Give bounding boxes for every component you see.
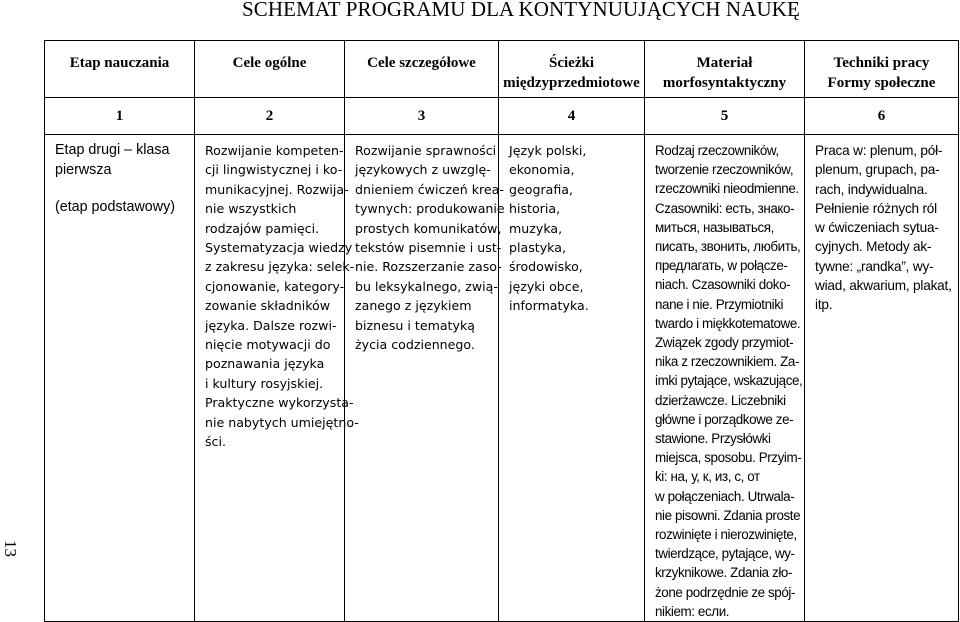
text-line: Etap nauczania — [69, 55, 170, 71]
sciezki-text — [499, 135, 644, 316]
text-line: nie. Rozszerzanie zaso- — [355, 259, 502, 275]
text-line: z zakresu języka: selek- — [205, 259, 355, 275]
text-line: Rozwijanie kompeten- — [205, 143, 344, 158]
text-line: języki obce, — [509, 278, 584, 294]
text-line: krzyknikowe. Zdania zło- — [655, 565, 793, 581]
header-sciezki — [499, 41, 645, 98]
page-number: 13 — [1, 540, 20, 557]
text-line: w połączeniach. Utrwala- — [655, 488, 795, 504]
text-line: imki pytające, wskazujące, — [655, 373, 803, 389]
text-line: nie wszystkich — [205, 201, 297, 217]
text-line: tekstów pisemnie i ust- — [355, 240, 502, 256]
column-number: 3 — [345, 98, 499, 135]
text-line: nięcie motywacji do — [205, 337, 331, 353]
header-etap-nauczania — [45, 41, 195, 98]
text-line: twierdzące, pytające, wy- — [655, 546, 795, 562]
text-line: biznesu i tematyką — [355, 317, 475, 333]
text-line: Związek zgody przymiot- — [655, 335, 794, 351]
content-row — [45, 135, 959, 622]
text-line: dnieniem ćwiczeń krea- — [355, 181, 504, 197]
column-number: 4 — [499, 98, 645, 135]
text-line: stawione. Przysłówki — [655, 431, 771, 447]
text-line: muzyka, — [509, 220, 563, 236]
text-line: twardo i miękkotematowe. — [655, 315, 801, 331]
text-line: Rodzaj rzeczowników, — [655, 143, 779, 158]
text-line: rach, indywidualna. — [815, 181, 928, 197]
text-line: życia codziennego. — [355, 337, 475, 353]
text-line: ki: на, у, к, из, с, от — [655, 469, 760, 485]
text-line: Techniki pracy — [833, 55, 930, 71]
text-line: Rozwijanie sprawności — [355, 143, 497, 158]
cele-szczegolowe-text — [345, 135, 505, 354]
text-line: prostych komunikatów, — [355, 220, 502, 236]
text-line: tywne: „randka”, wy- — [815, 258, 934, 274]
text-line: cjonowanie, kategory- — [205, 278, 345, 294]
text-line: plenum, grupach, pa- — [815, 162, 940, 178]
column-number: 6 — [805, 98, 959, 135]
cell-sciezki — [499, 135, 645, 622]
text-line: językowych z uwzglę- — [355, 162, 491, 178]
text-line: geografia, — [509, 181, 573, 197]
cell-cele-szczegolowe — [345, 135, 505, 622]
text-line: предлагать, w połącze- — [655, 258, 788, 274]
text-line: ekonomia, — [509, 162, 575, 178]
text-line: międzyprzedmiotowe — [503, 75, 640, 91]
text-line: Materiał — [696, 55, 753, 71]
text-line: cji lingwistycznej i ko- — [205, 162, 343, 178]
header-row — [45, 41, 959, 98]
text-line: Cele ogólne — [232, 55, 307, 71]
text-line: nie nabytych umiejętno- — [205, 414, 359, 430]
column-number: 2 — [195, 98, 345, 135]
techniki-text — [805, 135, 958, 315]
text-line: poznawania języka — [205, 356, 325, 372]
page-title: SCHEMAT PROGRAMU DLA KONTYNUUJĄCYCH NAUKĘ — [242, 0, 800, 21]
column-number: 5 — [645, 98, 805, 135]
text-line: pierwsza — [55, 161, 112, 178]
text-line: żone podrzędnie ze spój- — [655, 584, 796, 600]
material-text — [645, 135, 804, 621]
cell-etap — [45, 135, 195, 622]
text-line: Czasowniki: есть, знако- — [655, 200, 795, 216]
text-line: informatyka. — [509, 298, 589, 314]
text-line: morfosyntaktyczny — [662, 75, 787, 91]
text-line: cyjnych. Metody ak- — [815, 239, 932, 255]
text-line: rzeczowniki nieodmienne. — [655, 181, 799, 197]
text-line: (etap podstawowy) — [55, 199, 175, 215]
program-schema-table — [44, 40, 959, 622]
text-line: itp. — [815, 297, 833, 313]
text-line: zanego z językiem — [355, 298, 472, 314]
text-line: tywnych: produkowanie — [355, 201, 505, 217]
text-line: i kultury rosyjskiej. — [205, 375, 324, 391]
text-line: ści. — [205, 434, 226, 450]
text-line: historia, — [509, 201, 561, 217]
text-line: nikiem: если. — [655, 603, 730, 619]
text-line: писать, звонить, любить, — [655, 239, 801, 255]
text-line: dzierżawcze. Liczebniki — [655, 392, 786, 408]
text-line: języka. Dalsze rozwi- — [205, 317, 337, 333]
header-cele-ogolne — [195, 41, 345, 98]
text-line: środowisko, — [509, 259, 583, 275]
text-line: bu leksykalnego, zwią- — [355, 278, 498, 294]
cele-ogolne-text — [195, 135, 359, 452]
etap-text — [45, 135, 194, 218]
text-line: nika z rzeczownikiem. Za- — [655, 354, 800, 370]
text-line: wiad, akwarium, plakat, — [815, 278, 952, 294]
cell-cele-ogolne — [195, 135, 359, 622]
text-line: Etap drugi – klasa — [55, 142, 170, 158]
column-number: 1 — [45, 98, 195, 135]
text-line: główne i porządkowe ze- — [655, 411, 794, 427]
text-line: миться, называться, — [655, 219, 774, 235]
cell-material — [645, 135, 805, 622]
text-line: Cele szczegółowe — [367, 55, 476, 71]
text-line: w ćwiczeniach sytua- — [815, 220, 939, 236]
header-techniki-pracy — [805, 41, 959, 98]
text-line: Formy społeczne — [827, 75, 936, 91]
text-line: rozwinięte i nierozwinięte, — [655, 527, 797, 543]
text-line: Systematyzacja wiedzy — [205, 240, 353, 256]
text-line: munikacyjnej. Rozwija- — [205, 181, 349, 197]
text-line: nie pisowni. Zdania proste — [655, 507, 801, 523]
text-line: Ścieżki — [549, 55, 594, 71]
text-line: tworzenie rzeczowników, — [655, 162, 794, 178]
text-line: zowanie składników — [205, 298, 331, 314]
text-line: niach. Czasowniki doko- — [655, 277, 791, 293]
text-line: rodzajów pamięci. — [205, 220, 320, 236]
header-material — [645, 41, 805, 98]
text-line: plastyka, — [509, 240, 566, 256]
text-line: Praca w: plenum, pół- — [815, 143, 943, 158]
column-number-row — [45, 98, 959, 135]
cell-techniki — [805, 135, 959, 622]
text-line: Język polski, — [509, 143, 587, 158]
text-line: miejsca, sposobu. Przyim- — [655, 450, 802, 466]
header-cele-szczegolowe — [345, 41, 499, 98]
text-line: nane i nie. Przymiotniki — [655, 296, 784, 312]
text-line: Pełnienie różnych ról — [815, 200, 937, 216]
text-line: Praktyczne wykorzysta- — [205, 395, 354, 411]
